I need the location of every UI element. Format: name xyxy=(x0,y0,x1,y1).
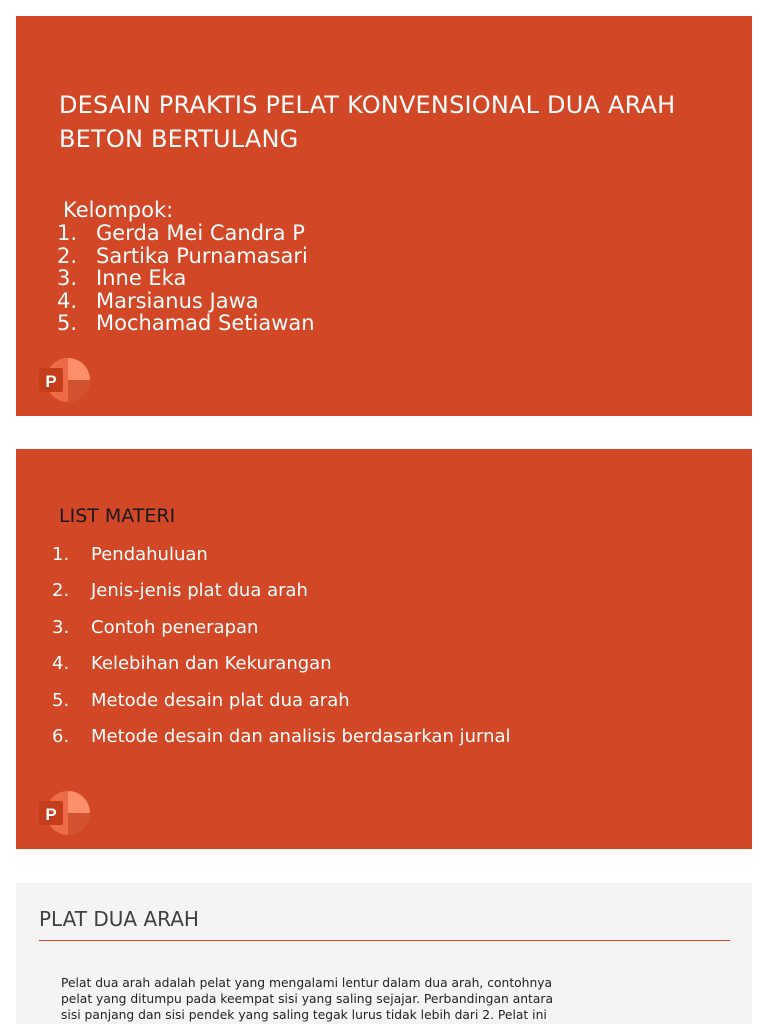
logo-letter: P xyxy=(45,805,57,824)
member-list xyxy=(57,222,315,335)
list-number: 3. xyxy=(57,266,78,291)
list-number: 6. xyxy=(52,726,70,748)
list-item xyxy=(52,610,511,646)
materi-list xyxy=(52,537,511,755)
powerpoint-icon xyxy=(38,357,92,403)
member-name: Gerda Mei Candra P xyxy=(96,221,305,245)
group-label: Kelompok: xyxy=(63,198,174,222)
list-number: 5. xyxy=(52,689,70,711)
list-label: Pendahuluan xyxy=(91,544,208,565)
list-number: 5. xyxy=(57,311,78,336)
slide-title: LIST MATERI xyxy=(59,505,176,527)
body-paragraph: Pelat dua arah adalah pelat yang mengalami lentur dalam dua arah, contohnya pelat yang ditumpu pada keempat sisi yang saling sejajar. Perbandingan antara sisi panjang dan sisi pendek yang saling tegak lurus tidak lebih dari 2. Pelat ini xyxy=(61,976,554,1022)
list-item xyxy=(57,312,315,335)
list-number: 4. xyxy=(57,288,78,313)
list-number: 1. xyxy=(52,544,70,565)
list-number: 2. xyxy=(57,243,78,268)
list-slide xyxy=(16,449,752,849)
member-name: Mochamad Setiawan xyxy=(96,311,315,336)
list-item xyxy=(52,537,511,573)
title-slide xyxy=(16,16,752,416)
content-slide xyxy=(16,883,752,1024)
member-name: Inne Eka xyxy=(96,266,187,291)
list-item xyxy=(57,245,315,268)
list-number: 1. xyxy=(57,221,78,245)
list-label: Kelebihan dan Kekurangan xyxy=(91,653,332,675)
logo-letter: P xyxy=(45,372,57,391)
slide-title: DESAIN PRAKTIS PELAT KONVENSIONAL DUA ARAH BETON BERTULANG xyxy=(59,91,676,153)
list-item xyxy=(52,683,511,719)
list-item xyxy=(57,267,315,290)
list-label: Jenis-jenis plat dua arah xyxy=(91,580,308,602)
list-number: 3. xyxy=(52,616,70,638)
list-number: 2. xyxy=(52,580,70,602)
title-divider xyxy=(39,940,730,941)
list-item xyxy=(52,573,511,609)
list-item xyxy=(52,646,511,682)
list-label: Contoh penerapan xyxy=(91,616,259,638)
powerpoint-icon xyxy=(38,790,92,836)
member-name: Marsianus Jawa xyxy=(96,288,259,313)
list-item xyxy=(52,719,511,755)
list-number: 4. xyxy=(52,653,70,675)
list-item xyxy=(57,290,315,313)
list-label: Metode desain dan analisis berdasarkan jurnal xyxy=(91,726,511,748)
slide-title: PLAT DUA ARAH xyxy=(39,907,199,931)
list-label: Metode desain plat dua arah xyxy=(91,689,350,711)
member-name: Sartika Purnamasari xyxy=(96,243,308,268)
list-item xyxy=(57,222,315,245)
